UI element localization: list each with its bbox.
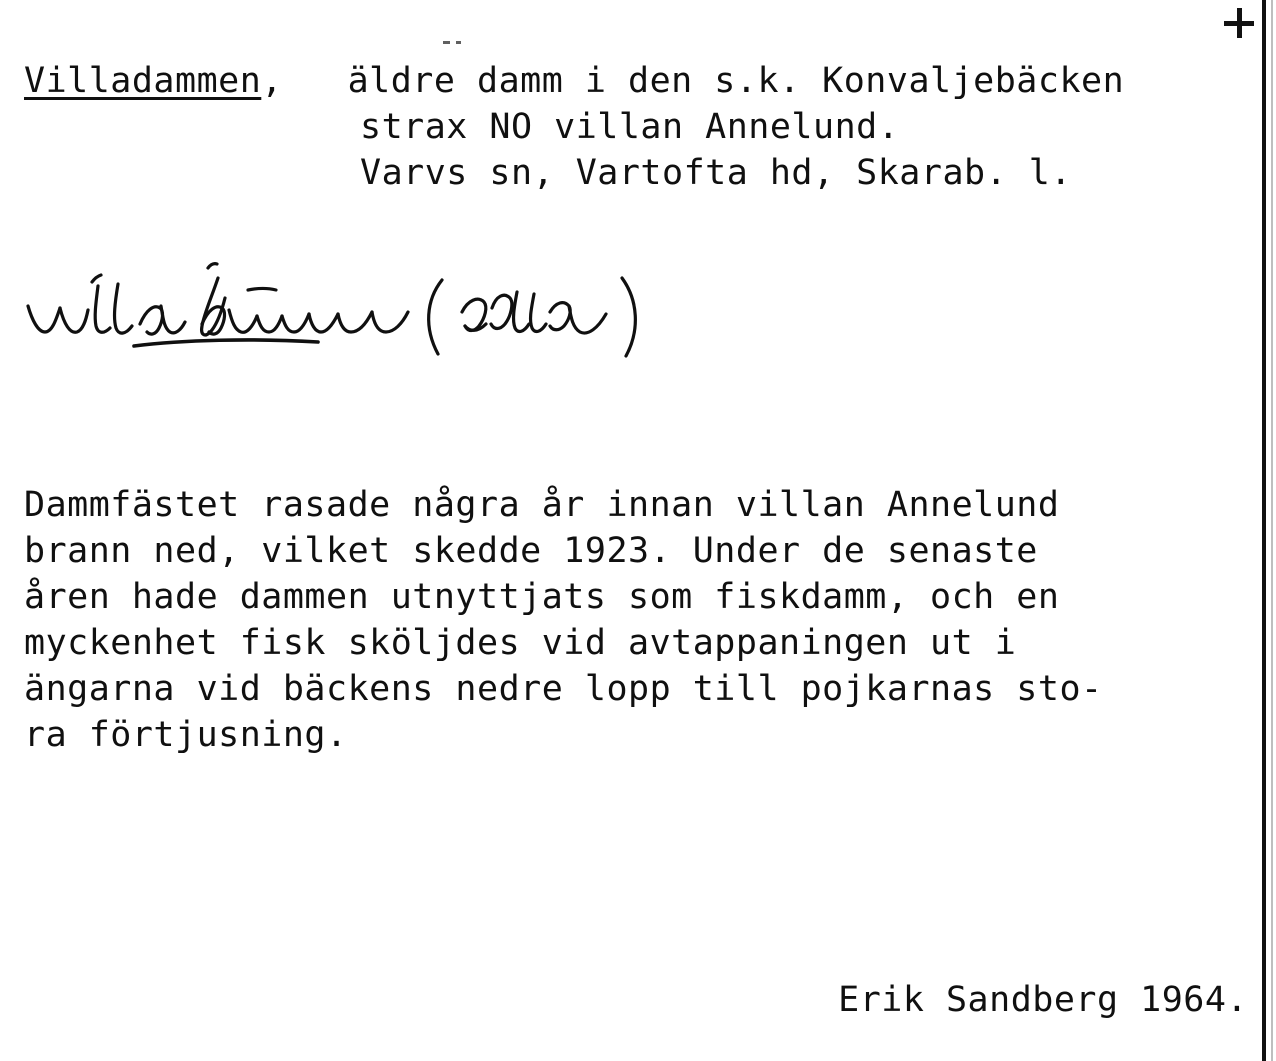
header-block [24,58,1254,196]
body-line: Dammfästet rasade några år innan villan Annelund [24,485,1060,525]
header-line-2: strax NO villan Annelund. [360,107,900,147]
body-block [24,482,1254,758]
body-line: myckenhet fisk sköljdes vid avtappaningen ut i [24,623,1017,663]
scan-edge-shadow [1271,0,1273,1061]
headword-rest: , äldre damm i den s.k. Konvaljebäcken [261,61,1125,101]
paper-speck [443,41,450,44]
header-line-1 [24,58,1254,104]
body-line: ängarna vid bäckens nedre lopp till pojkarnas sto- [24,669,1103,709]
scan-edge-border [1262,0,1266,1061]
body-line: brann ned, vilket skedde 1923. Under de senaste [24,531,1038,571]
registration-plus-icon [1224,8,1254,38]
headword: Villadammen [24,61,262,101]
body-line: ra förtjusning. [24,715,348,755]
body-line: åren hade dammen utnyttjats som fiskdamm, och en [24,577,1060,617]
signature: Erik Sandberg 1964. [838,980,1248,1020]
paper-speck [456,41,461,44]
header-line-3: Varvs sn, Vartofta hd, Skarab. l. [360,153,1072,193]
handwritten-dialect-form [22,262,722,372]
